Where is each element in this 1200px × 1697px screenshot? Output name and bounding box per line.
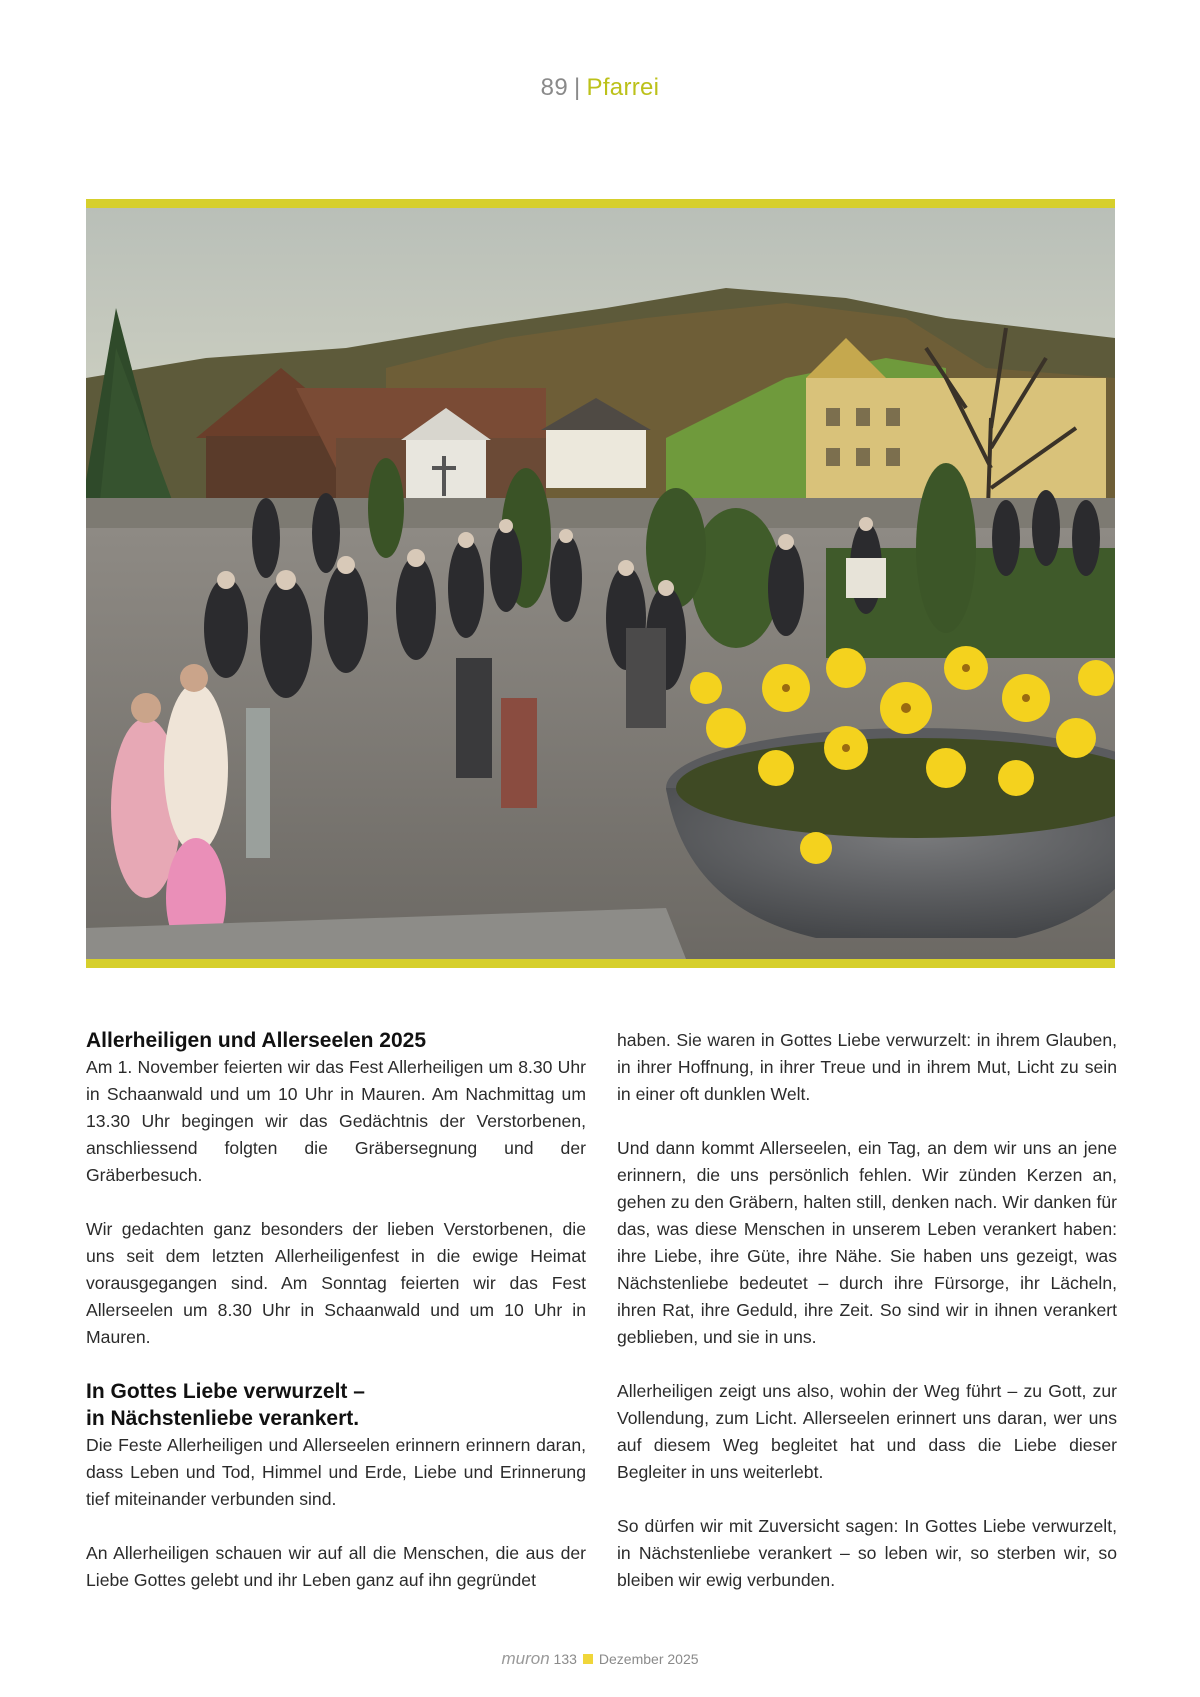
subheading-line-1: In Gottes Liebe verwurzelt –	[86, 1380, 365, 1403]
article-paragraph: So dürfen wir mit Zuversicht sagen: In Gottes Liebe verwurzelt, in Nächstenliebe verankert – so leben wir, so sterben wir, so bleiben wir ewig verbunden.	[617, 1516, 1117, 1590]
photo-illustration	[86, 208, 1115, 959]
article-paragraph: Die Feste Allerheiligen und Allerseelen erinnern erinnern daran, dass Leben und Tod, Himmel und Erde, Liebe und Erinnerung tief miteinander verbunden sind.	[86, 1435, 586, 1509]
cemetery-photo	[86, 199, 1115, 968]
article-paragraph: An Allerheiligen schauen wir auf all die Menschen, die aus der Liebe Gottes gelebt und ihr Leben ganz auf ihn gegründet	[86, 1543, 586, 1590]
footer-square-icon	[583, 1654, 593, 1664]
article-paragraph: Und dann kommt Allerseelen, ein Tag, an dem wir uns an jene erinnern, die uns persönlich fehlen. Wir zünden Kerzen an, gehen zu den Gräbern, halten still, denken nach. Wir danken für das, was diese Menschen in unserem Leben verankert haben: ihre Liebe, ihre Güte, ihre Nähe. Sie haben uns gezeigt, was Nächstenliebe bedeutet – durch ihre Fürsorge, ihr Lächeln, ihren Rat, ihre Geduld, ihre Zeit. So sind wir in ihnen verankert geblieben, und sie in uns.	[617, 1138, 1117, 1347]
page-footer	[0, 1649, 1200, 1669]
article-paragraph: Allerheiligen zeigt uns also, wohin der Weg führt – zu Gott, zur Vollendung, zum Licht. Allerseelen erinnert uns daran, wer uns auf diesem Weg begleitet hat und dass die Liebe dieser Begleiter in uns weiterlebt.	[617, 1381, 1117, 1482]
article-subheading	[86, 1378, 586, 1432]
article-paragraph: haben. Sie waren in Gottes Liebe verwurzelt: in ihrem Glauben, in ihrer Hoffnung, in ihrer Treue und in ihrem Mut, Licht zu sein in einer oft dunklen Welt.	[617, 1030, 1117, 1104]
section-title: Pfarrei	[586, 74, 660, 101]
issue-number: 133	[553, 1651, 577, 1667]
article-column-right	[617, 1027, 1117, 1594]
article-paragraph: Am 1. November feierten wir das Fest Allerheiligen um 8.30 Uhr in Schaanwald und um 10 Uhr in Mauren. Am Nachmittag um 13.30 Uhr begingen wir das Gedächtnis der Verstorbenen, anschliessend folgten die Gräbersegnung und der Gräberbesuch.	[86, 1057, 586, 1185]
issue-date: Dezember 2025	[598, 1651, 699, 1667]
header-separator: |	[573, 74, 581, 101]
subheading-line-2: in Nächstenliebe verankert.	[86, 1407, 360, 1430]
article-heading: Allerheiligen und Allerseelen 2025	[86, 1029, 427, 1052]
page-number: 89	[540, 74, 568, 101]
article-column-left	[86, 1027, 586, 1594]
magazine-name: muron	[501, 1649, 550, 1668]
page-header	[0, 74, 1200, 102]
article-paragraph: Wir gedachten ganz besonders der lieben Verstorbenen, die uns seit dem letzten Allerheiligenfest in die ewige Heimat vorausgegangen sind. Am Sonntag feierten wir das Fest Allerseelen um 8.30 Uhr in Schaanwald und um 10 Uhr in Mauren.	[86, 1219, 586, 1347]
